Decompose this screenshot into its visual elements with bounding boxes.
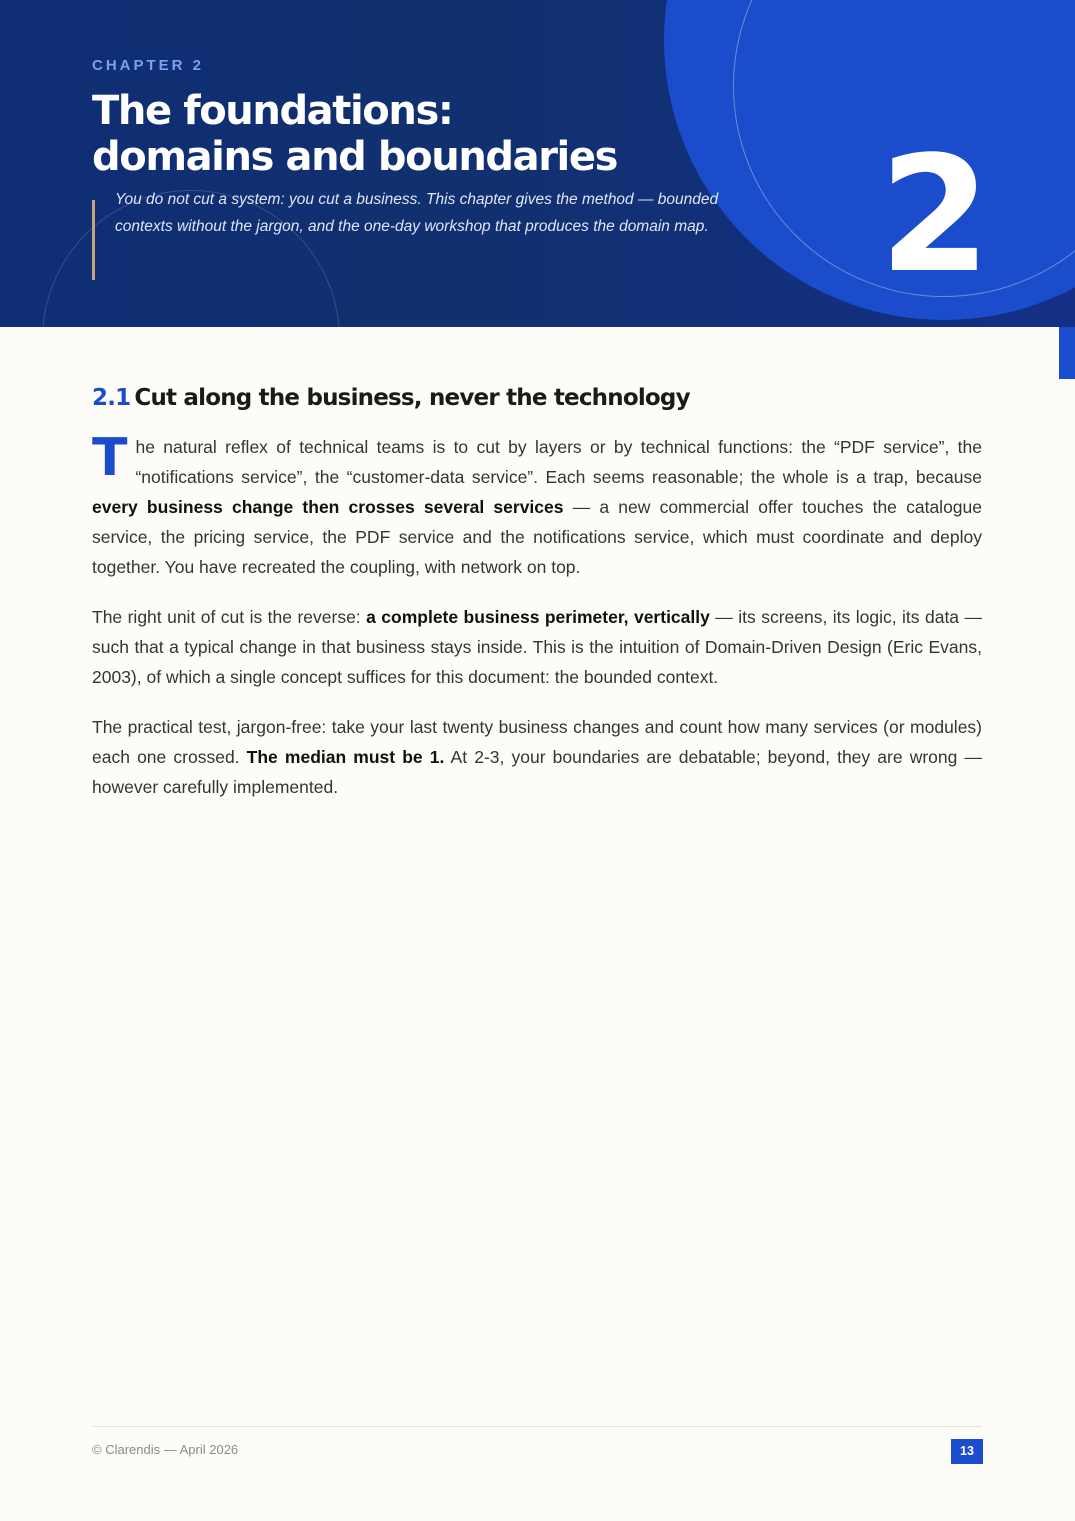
paragraph-2-text-a: The right unit of cut is the reverse: bbox=[92, 607, 367, 627]
footer-copyright: © Clarendis — April 2026 bbox=[92, 1442, 239, 1457]
chapter-number: 2 bbox=[879, 121, 991, 308]
chapter-kicker: CHAPTER 2 bbox=[92, 57, 205, 74]
chapter-side-tab bbox=[1059, 327, 1075, 379]
paragraph-1-text-b: — a new commercial offer touches the catalogue service, the pricing service, the PDF service and the notifications service, which must coordinate and deploy together. You have recreated the coupling, with network on top. bbox=[92, 497, 982, 577]
paragraph-1 bbox=[92, 428, 982, 582]
chapter-header bbox=[0, 0, 1075, 327]
paragraph-3-text-b: At 2-3, your boundaries are debatable; beyond, they are wrong — however carefully implemented. bbox=[92, 747, 982, 797]
chapter-title bbox=[92, 88, 692, 180]
chapter-lead bbox=[92, 191, 755, 280]
paragraph-3-emphasis: The median must be 1. bbox=[246, 747, 445, 767]
paragraph-2 bbox=[92, 602, 982, 692]
paragraph-2-text-b: — its screens, its logic, its data — such that a typical change in that business stays inside. This is the intuition of Domain-Driven Design (Eric Evans, 2003), of which a single concept suffices for this document: the bounded context. bbox=[92, 607, 982, 687]
paragraph-3 bbox=[92, 712, 982, 802]
chapter-title-line-2: domains and boundaries bbox=[92, 134, 618, 180]
section-number: 2.1 bbox=[92, 385, 131, 411]
page-number-badge: 13 bbox=[951, 1439, 983, 1464]
drop-cap: T bbox=[92, 428, 128, 488]
section-heading bbox=[92, 383, 690, 413]
paragraph-1-text-a: he natural reflex of technical teams is to cut by layers or by technical functions: the “PDF service”, the “notifications service”, the “customer-data service”. Each seems reasonable; the whole is a trap, because bbox=[135, 437, 982, 487]
chapter-title-line-1: The foundations: bbox=[92, 88, 453, 134]
paragraph-2-emphasis: a complete business perimeter, vertically bbox=[366, 607, 710, 627]
paragraph-1-emphasis: every business change then crosses several services bbox=[92, 497, 564, 517]
chapter-lead-text: You do not cut a system: you cut a business. This chapter gives the method — bounded contexts without the jargon, and the one-day workshop that produces the domain map. bbox=[115, 191, 719, 235]
paragraph-3-text-a: The practical test, jargon-free: take your last twenty business changes and count how many services (or modules) each one crossed. bbox=[92, 717, 982, 767]
section-title: Cut along the business, never the technology bbox=[134, 385, 690, 411]
footer-divider bbox=[92, 1426, 982, 1427]
body-text bbox=[92, 428, 982, 822]
